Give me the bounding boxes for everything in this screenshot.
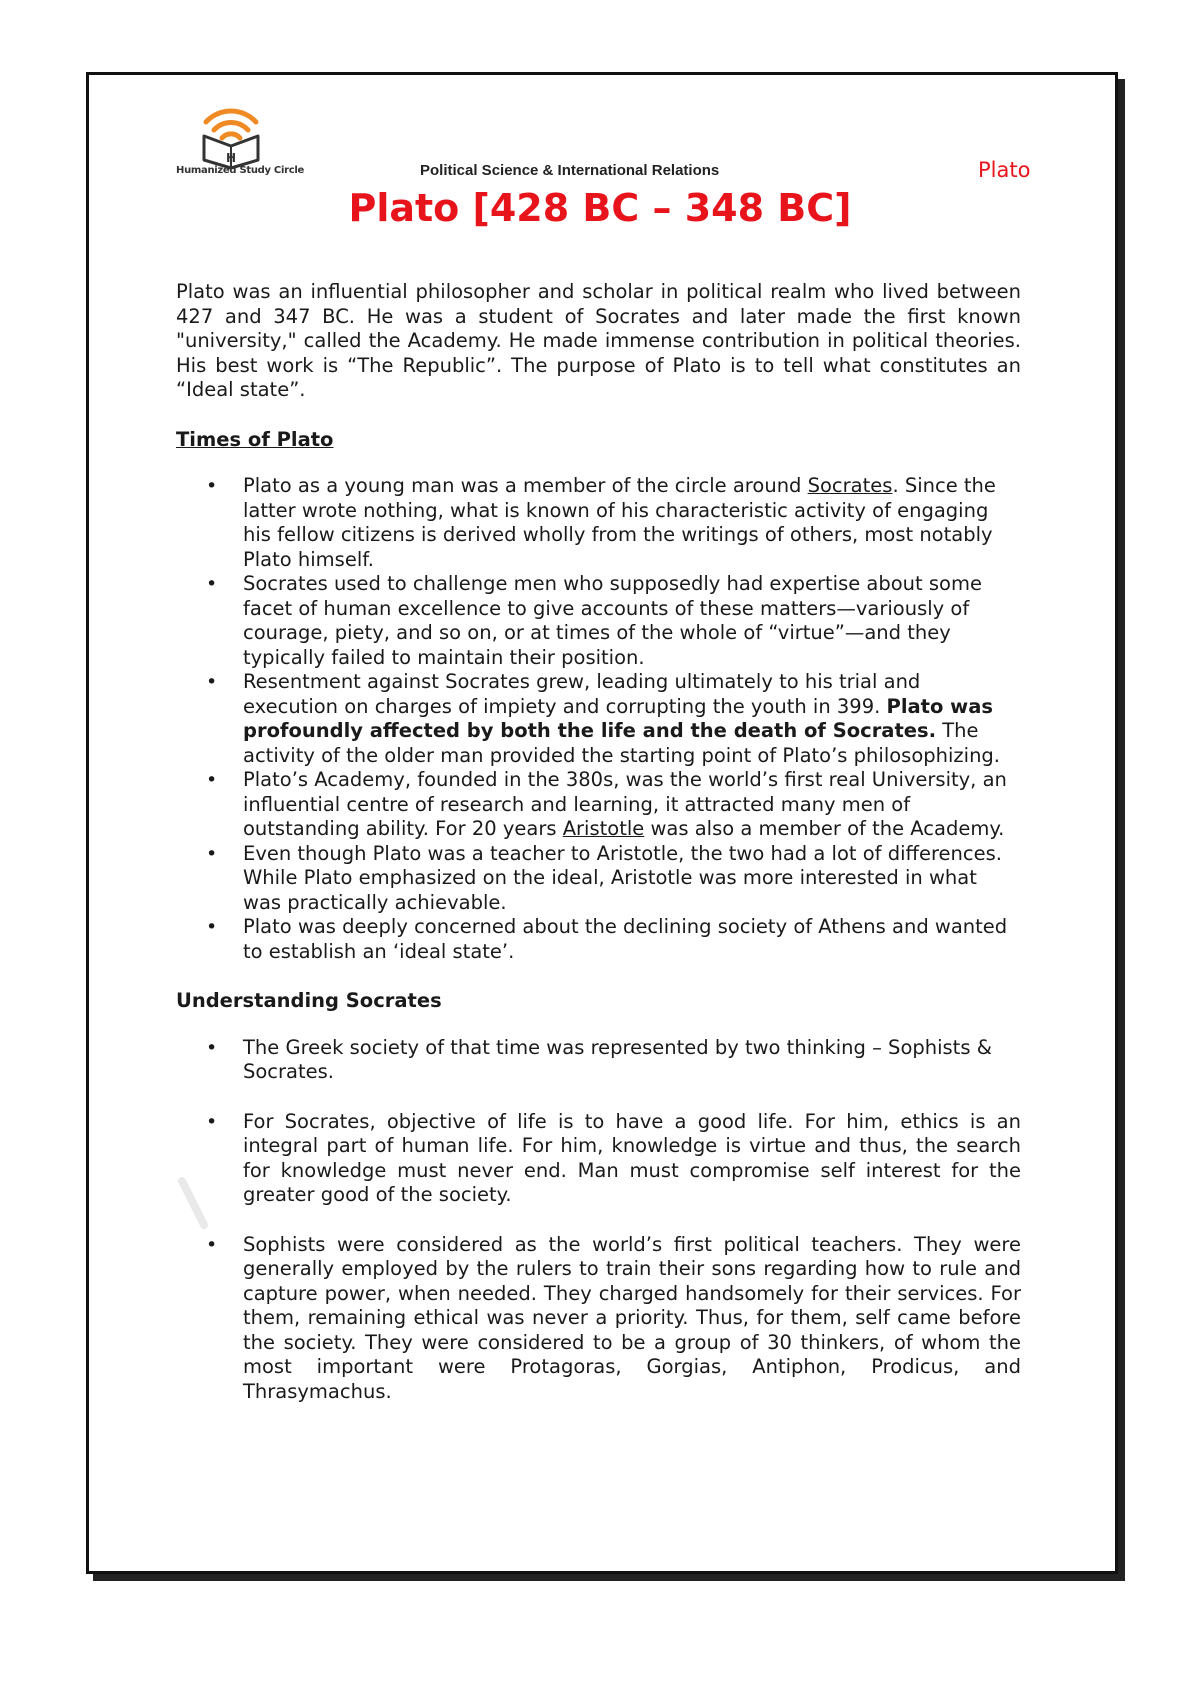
bullet-icon: • <box>206 1110 218 1133</box>
aristotle-link[interactable]: Aristotle <box>562 817 645 840</box>
watermark-icon <box>178 1175 208 1235</box>
list-item: • Plato as a young man was a member of the circle around Socrates. Since the latter wrote nothing, what is known of his characteristic activity of engaging his fellow citizens is derived wholly from the writings of others, most notably Plato himself. <box>206 474 996 571</box>
logo-caption: Humanized Study Circle <box>176 165 304 176</box>
list-item: • Even though Plato was a teacher to Aristotle, the two had a lot of differences. While Plato emphasized on the ideal, Aristotle was more interested in what was practically achievable. <box>206 841 1002 914</box>
bullet-icon: • <box>206 769 218 791</box>
intro-paragraph: Plato was an influential philosopher and scholar in political realm who lived between 427 and 347 BC. He was a student of Socrates and later made the first known "university," called the Academy. He made immense contribution in political theories. His best work is “The Republic”. The purpose of Plato is to tell what constitutes an “Ideal state”. <box>176 280 1021 401</box>
list-item: • Plato’s Academy, founded in the 380s, was the world’s first real University, an influential centre of research and learning, it attracted many men of outstanding ability. For 20 years Aristotle was also a member of the Academy. <box>206 768 1007 840</box>
header-subject: Political Science & International Relations <box>420 162 720 179</box>
list-item: • Sophists were considered as the world’s first political teachers. They were generally employed by the rulers to train their sons regarding how to rule and capture power, when needed. They charged handsomely for their services. For them, remaining ethical was never a priority. Thus, for them, self came before the society. They were considered to be a group of 30 thinkers, of whom the most important were Protagoras, Gorgias, Antiphon, Prodicus, and Thrasymachus. <box>206 1232 1021 1403</box>
list-item: • The Greek society of that time was represented by two thinking – Sophists & Socrates. <box>206 1035 992 1083</box>
wifi-book-logo-icon <box>176 92 286 172</box>
bullet-icon: • <box>206 475 218 497</box>
page-title: Plato [428 BC – 348 BC] <box>348 186 852 230</box>
bullet-icon: • <box>206 1036 218 1059</box>
times-of-plato-list <box>176 474 1021 964</box>
logo-letter: H <box>225 151 237 165</box>
list-item: • For Socrates, objective of life is to have a good life. For him, ethics is an integral part of human life. For him, knowledge is virtue and thus, the search for knowledge must never end. Man must compromise self interest for the greater good of the society. <box>206 1109 1021 1206</box>
list-item: • Socrates used to challenge men who supposedly had expertise about some facet of human excellence to give accounts of these matters—variously of courage, piety, and so on, or at times of the whole of “virtue”—and they typically failed to maintain their position. <box>206 572 982 669</box>
section-heading-times-of-plato: Times of Plato <box>176 427 334 451</box>
bullet-icon: • <box>206 916 218 938</box>
bullet-icon: • <box>206 842 218 865</box>
socrates-link[interactable]: Socrates <box>807 474 893 497</box>
understanding-socrates-list <box>176 1036 1021 1405</box>
document-body <box>176 280 1021 1404</box>
list-item: • Plato was deeply concerned about the declining society of Athens and wanted to establish an ‘ideal state’. <box>206 915 1008 963</box>
bullet-icon: • <box>206 671 218 693</box>
list-item: • Resentment against Socrates grew, leading ultimately to his trial and execution on charges of impiety and corrupting the youth in 399. Plato was profoundly affected by both the life and the death of Socrates. The activity of the older man provided the starting point of Plato’s philosophizing. <box>206 670 1001 767</box>
bold-emphasis: Plato was profoundly affected by both the life and the death of Socrates. <box>243 694 993 742</box>
bullet-icon: • <box>206 1233 218 1256</box>
bullet-icon: • <box>206 573 218 595</box>
section-heading-understanding-socrates: Understanding Socrates <box>176 989 442 1012</box>
header-topic: Plato <box>978 158 1031 182</box>
